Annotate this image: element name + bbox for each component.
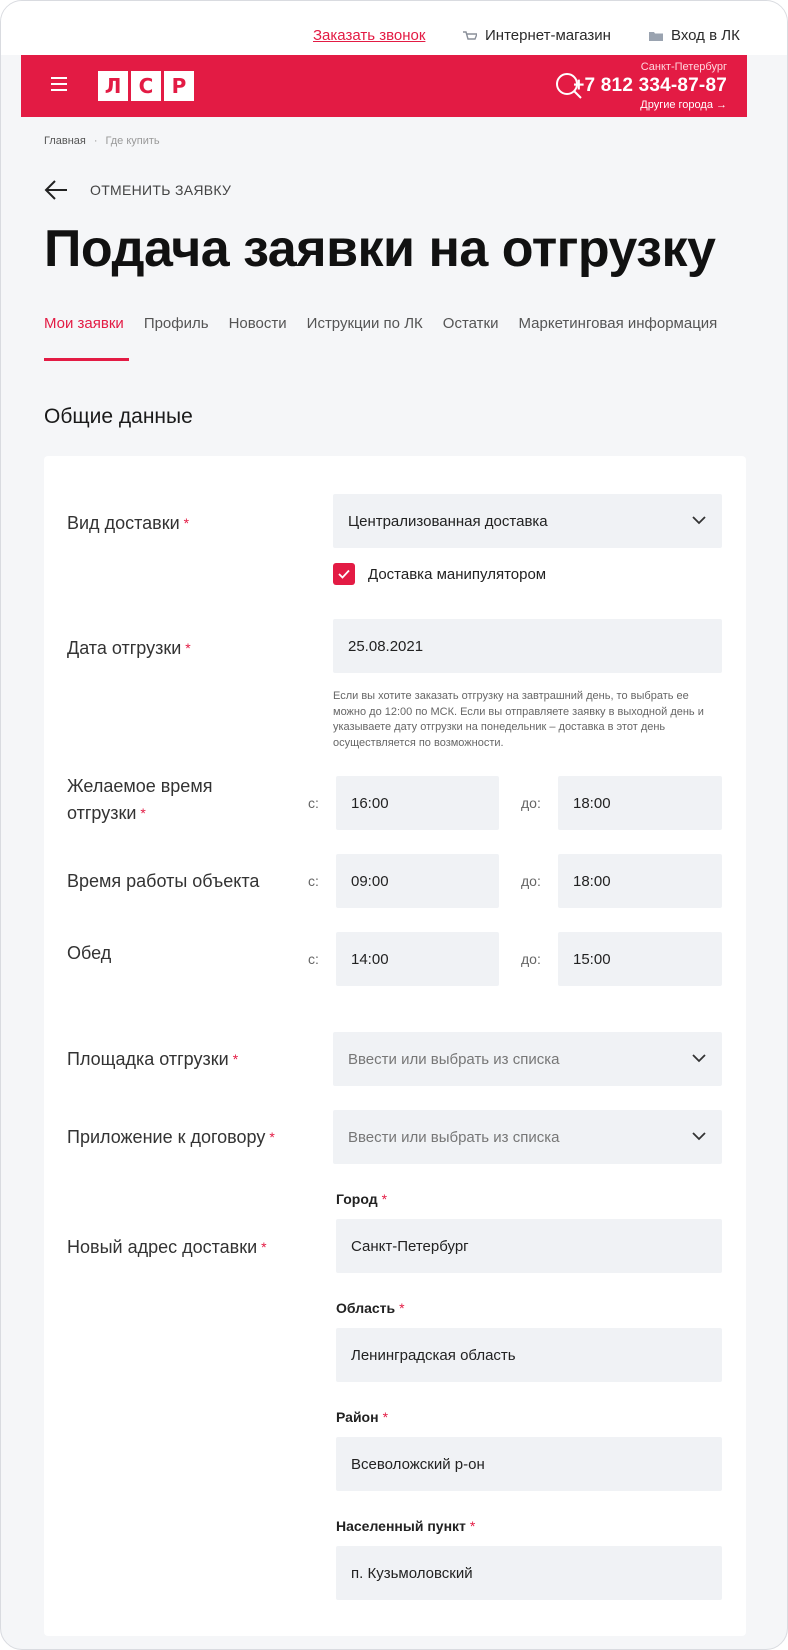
required-mark: * [185, 640, 191, 656]
manipulator-checkbox[interactable] [333, 563, 355, 585]
manipulator-label[interactable]: Доставка манипулятором [368, 566, 547, 583]
breadcrumb-separator: · [93, 135, 98, 147]
from-label: с: [308, 873, 319, 889]
page-title: Подача заявки на отгрузку [44, 220, 716, 278]
breadcrumb [44, 135, 160, 147]
desired-time-from-value: 16:00 [351, 794, 389, 812]
site-header [21, 55, 747, 117]
header-city: Санкт-Петербург [640, 61, 727, 73]
login-link[interactable] [649, 27, 740, 44]
locality-input[interactable] [336, 1546, 722, 1600]
checkmark-icon [338, 569, 350, 579]
desired-time-label [67, 773, 212, 827]
arrow-left-icon [44, 179, 68, 201]
chevron-down-icon [692, 1132, 706, 1141]
desired-time-to-value: 18:00 [573, 794, 611, 812]
from-label: с: [308, 795, 319, 811]
order-call-link[interactable]: Заказать звонок [313, 27, 426, 44]
ship-site-select[interactable] [333, 1032, 722, 1086]
district-label-text: Район [336, 1409, 379, 1425]
work-time-from-value: 09:00 [351, 872, 389, 890]
required-mark: * [469, 1518, 476, 1534]
tab-news[interactable]: Новости [228, 315, 287, 332]
online-shop-link[interactable] [463, 27, 611, 44]
cancel-request-button[interactable] [44, 179, 231, 201]
ship-site-placeholder: Ввести или выбрать из списка [348, 1050, 560, 1068]
top-utility-bar [1, 1, 788, 55]
region-value: Ленинградская область [351, 1346, 516, 1364]
lunch-from-input[interactable] [336, 932, 499, 986]
required-mark: * [140, 805, 146, 821]
to-label: до: [521, 795, 541, 811]
city-label-text: Город [336, 1191, 378, 1207]
tab-profile[interactable]: Профиль [143, 315, 209, 332]
new-address-label-text: Новый адрес доставки [67, 1237, 258, 1257]
breadcrumb-home[interactable]: Главная [44, 135, 86, 147]
to-label: до: [521, 873, 541, 889]
tab-marketing[interactable]: Маркетинговая информация [518, 315, 718, 332]
city-label [336, 1191, 387, 1207]
required-mark: * [381, 1191, 388, 1207]
lunch-to-input[interactable] [558, 932, 722, 986]
contract-appendix-label [67, 1124, 275, 1151]
delivery-type-label [67, 510, 189, 537]
logo-letter: С [131, 71, 161, 101]
logo-letter: Л [98, 71, 128, 101]
logo-letter: Р [164, 71, 194, 101]
ship-site-label [67, 1046, 238, 1073]
login-label: Вход в ЛК [671, 27, 740, 44]
ship-date-value: 25.08.2021 [348, 637, 424, 655]
desired-time-to-input[interactable] [558, 776, 722, 830]
online-shop-label: Интернет-магазин [485, 27, 611, 44]
city-input[interactable] [336, 1219, 722, 1273]
required-mark: * [399, 1300, 405, 1316]
tab-bar [44, 315, 717, 332]
work-time-from-input[interactable] [336, 854, 499, 908]
lunch-from-value: 14:00 [351, 950, 389, 968]
work-time-to-input[interactable] [558, 854, 722, 908]
from-label: с: [308, 951, 319, 967]
to-label: до: [521, 951, 541, 967]
contract-appendix-label-text: Приложение к договору [67, 1127, 266, 1147]
cancel-request-label: ОТМЕНИТЬ ЗАЯВКУ [90, 182, 232, 198]
delivery-type-label-text: Вид доставки [67, 513, 180, 533]
delivery-type-select[interactable] [333, 494, 722, 548]
new-address-label [67, 1234, 267, 1261]
section-title: Общие данные [44, 405, 193, 428]
ship-date-note: Если вы хотите заказать отгрузку на завтрашний день, то выбрать ее можно до 12:00 по МСК. Если вы отправляете заявку в выходной день и указываете дату отгрузки на понедельник – доставка в этот день осуществляется по возможности. [333, 690, 704, 749]
locality-label-text: Населенный пункт [336, 1518, 466, 1534]
menu-icon[interactable] [51, 77, 67, 91]
active-tab-indicator [44, 358, 129, 361]
ship-site-label-text: Площадка отгрузки [67, 1049, 229, 1069]
district-input[interactable] [336, 1437, 722, 1491]
required-mark: * [183, 515, 190, 531]
required-mark: * [269, 1129, 275, 1145]
locality-value: п. Кузьмоловский [351, 1564, 473, 1582]
desired-time-label-line2: отгрузки [67, 803, 137, 823]
required-mark: * [261, 1239, 267, 1255]
required-mark: * [382, 1409, 389, 1425]
desired-time-from-input[interactable] [336, 776, 499, 830]
region-label-text: Область [336, 1300, 396, 1316]
form-card [44, 456, 746, 1636]
ship-date-label [67, 635, 191, 662]
ship-date-label-text: Дата отгрузки [67, 638, 182, 658]
chevron-down-icon [692, 516, 706, 525]
logo[interactable] [98, 71, 194, 101]
contract-appendix-placeholder: Ввести или выбрать из списка [348, 1128, 560, 1146]
breadcrumb-current: Где купить [105, 135, 160, 147]
locality-label [336, 1518, 475, 1534]
header-phone[interactable]: +7 812 334-87-87 [573, 75, 727, 96]
region-input[interactable] [336, 1328, 722, 1382]
tab-stock[interactable]: Остатки [442, 315, 499, 332]
region-label [336, 1300, 405, 1316]
city-value: Санкт-Петербург [351, 1237, 469, 1255]
district-value: Всеволожский р-он [351, 1455, 485, 1473]
ship-date-input[interactable] [333, 619, 722, 673]
district-label [336, 1409, 388, 1425]
cart-icon [463, 31, 477, 41]
work-time-label: Время работы объекта [67, 871, 260, 891]
chevron-down-icon [692, 1054, 706, 1063]
tab-instructions[interactable]: Иструкции по ЛК [306, 315, 423, 332]
lunch-to-value: 15:00 [573, 950, 611, 968]
work-time-to-value: 18:00 [573, 872, 611, 890]
desired-time-label-line1: Желаемое время [67, 776, 213, 796]
other-cities-link[interactable]: Другие города → [640, 99, 727, 111]
required-mark: * [232, 1051, 239, 1067]
delivery-type-value: Централизованная доставка [348, 512, 548, 530]
lunch-label: Обед [67, 943, 112, 963]
folder-icon [649, 31, 663, 41]
contract-appendix-select[interactable] [333, 1110, 722, 1164]
tab-my-requests[interactable]: Мои заявки [44, 315, 124, 332]
